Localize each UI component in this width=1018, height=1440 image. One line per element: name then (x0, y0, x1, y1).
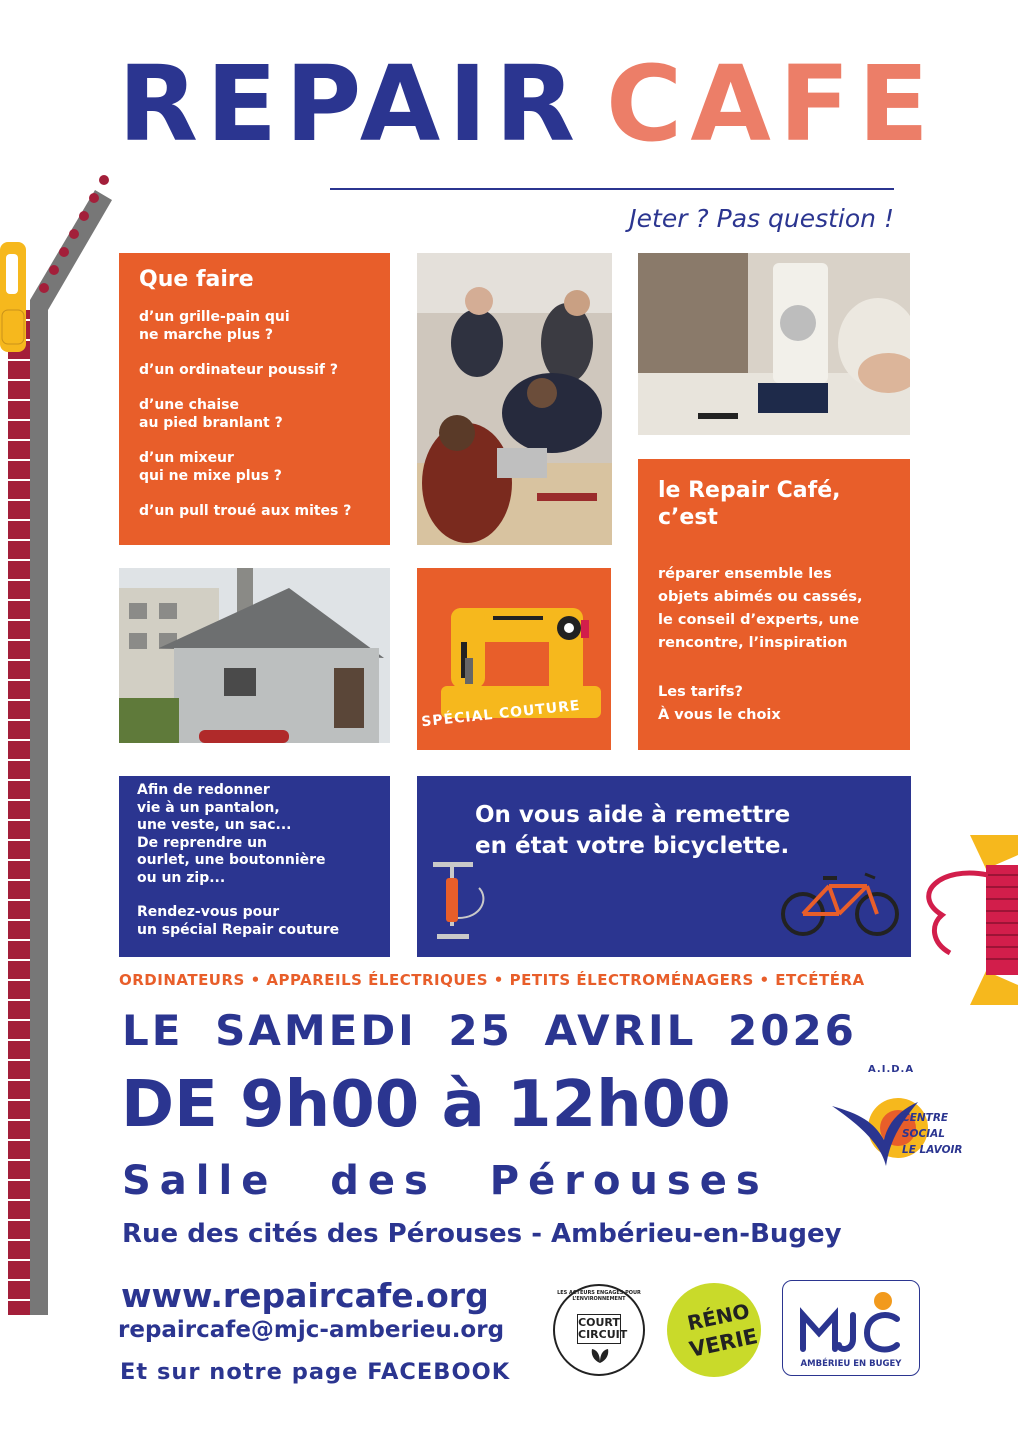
couture-description: Afin de redonner vie à un pantalon, une veste, un sac... De reprendre un ourlet, une boutonnière ou un zip... (137, 782, 326, 886)
mjc-caption: AMBÉRIEU EN BUGEY (800, 1359, 902, 1369)
workshop-photo (417, 253, 612, 545)
thread-spool-decoration (920, 835, 1018, 1005)
title-divider (330, 188, 894, 190)
aida-line2: SOCIAL (902, 1128, 945, 1140)
velo-box (417, 776, 911, 957)
leaf-icon (589, 1348, 611, 1364)
event-hours: DE 9h00 à 12h00 (121, 1068, 731, 1142)
zipper-decoration (0, 170, 120, 1370)
court-circuit-ring-text: LES ACTEURS ENGAGÉS POUR L’ENVIRONNEMENT (557, 1290, 641, 1302)
renoverie-line1: RÉNO (685, 1298, 752, 1336)
mjc-logo (782, 1280, 920, 1376)
event-date: LE SAMEDI 25 AVRIL 2026 (122, 1006, 857, 1055)
special-couture-badge: SPÉCIAL COUTURE (420, 697, 582, 731)
court-circuit-logo (553, 1284, 645, 1376)
que-faire-heading: Que faire (139, 267, 254, 292)
question-item: d’un mixeur qui ne mixe plus ? (139, 450, 282, 484)
que-faire-box (119, 253, 390, 545)
aida-acronym: A.I.D.A (868, 1064, 915, 1075)
aida-logo (830, 1062, 980, 1174)
event-venue: Salle des Pérouses (122, 1158, 769, 1204)
title-cafe: CAFE (606, 43, 937, 165)
cest-heading: le Repair Café, c’est (658, 478, 841, 530)
bike-pump-icon (427, 858, 497, 948)
court-circuit-center: COURT CIRCUIT (577, 1314, 621, 1344)
cest-box (638, 459, 910, 750)
tagline: Jeter ? Pas question ! (629, 204, 894, 233)
mjc-mark-icon (797, 1289, 907, 1353)
building-photo (119, 568, 390, 743)
categories-line: ORDINATEURS • APPAREILS ÉLECTRIQUES • PETITS ÉLECTROMÉNAGERS • ETCÉTÉRA (119, 971, 865, 989)
email-link[interactable]: repaircafe@mjc-amberieu.org (118, 1317, 505, 1343)
renoverie-logo (667, 1283, 761, 1377)
renoverie-line2: VERIE (687, 1324, 760, 1362)
facebook-text: Et sur notre page FACEBOOK (120, 1359, 511, 1385)
aida-line1: CENTRE (902, 1112, 949, 1124)
aida-line3: LE LAVOIR (902, 1144, 963, 1156)
question-item: d’un pull troué aux mites ? (139, 503, 352, 519)
question-item: d’un ordinateur poussif ? (139, 362, 338, 378)
website-link[interactable]: www.repaircafe.org (121, 1276, 489, 1315)
couture-cta: Rendez-vous pour un spécial Repair couture (137, 904, 340, 938)
sewing-photo (638, 253, 910, 435)
question-item: d’un grille-pain qui ne marche plus ? (139, 309, 290, 343)
title-repair: REPAIR (118, 43, 584, 165)
question-item: d’une chaise au pied branlant ? (139, 397, 283, 431)
velo-text: On vous aide à remettre en état votre bicyclette. (475, 802, 791, 859)
couture-box (119, 776, 390, 957)
tarifs-text: Les tarifs? À vous le choix (658, 684, 781, 723)
event-address: Rue des cités des Pérouses - Ambérieu-en-Bugey (122, 1219, 842, 1249)
cest-description: réparer ensemble les objets abimés ou cassés, le conseil d’experts, une rencontre, l’inspiration (658, 566, 863, 651)
special-couture-image (417, 568, 611, 750)
bicycle-icon (779, 868, 901, 940)
